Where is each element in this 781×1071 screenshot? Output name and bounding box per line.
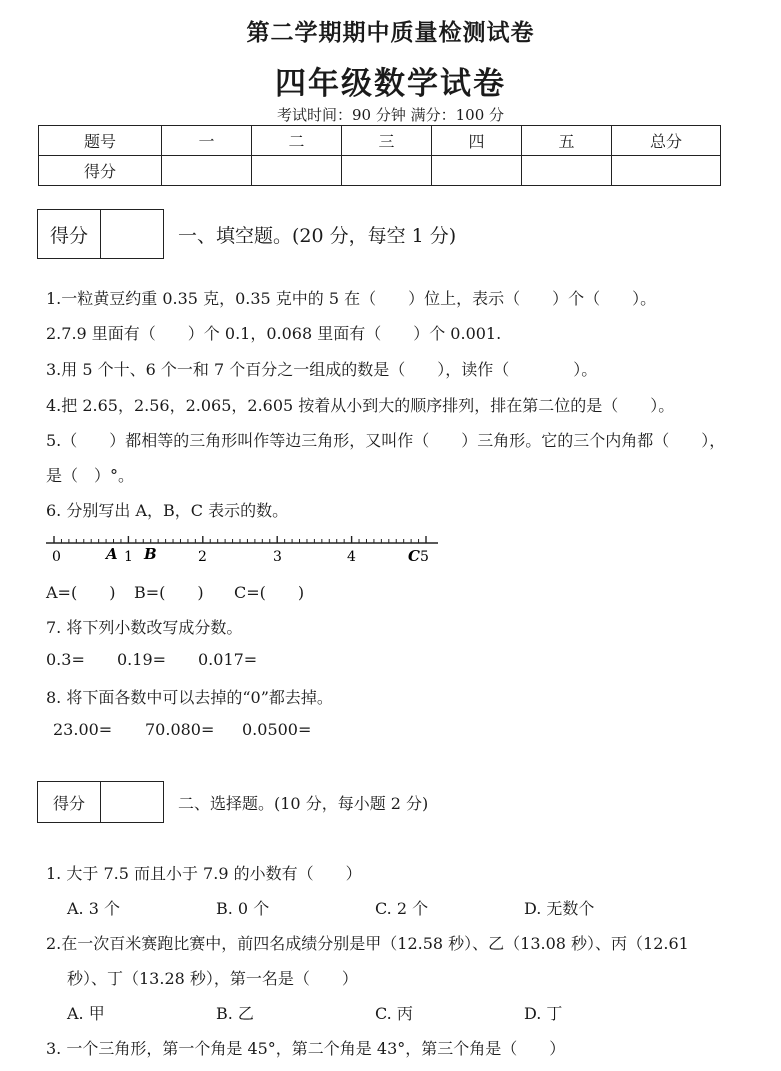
score-blank-cell[interactable]	[612, 156, 721, 186]
s1-q8-item-2: 70.080=	[145, 720, 215, 739]
s1-question-6: 6. 分别写出 A，B，C 表示的数。	[46, 501, 289, 520]
s2-q1-option-c: C. 2 个	[375, 899, 429, 918]
s1-question-5: 5.（ ）都相等的三角形叫作等边三角形，又叫作（ ）三角形。它的三个内角都（ ），	[46, 431, 726, 450]
s1-question-3: 3.用 5 个十、6 个一和 7 个百分之一组成的数是（ ），读作（ ）。	[46, 360, 598, 379]
number-line-point-b: B	[144, 545, 157, 563]
number-line-label-0: 0	[52, 549, 61, 565]
s2-question-1: 1. 大于 7.5 而且小于 7.9 的小数有（ ）	[46, 864, 362, 883]
score-table	[38, 125, 721, 186]
s2-q2-option-b: B. 乙	[216, 1004, 254, 1023]
score-table-cell: 五	[522, 126, 612, 156]
s2-q2-option-a: A. 甲	[67, 1004, 105, 1023]
s2-question-2-cont: 秒）、丁（13.28 秒），第一名是（ ）	[67, 969, 358, 988]
score-blank-cell[interactable]	[432, 156, 522, 186]
s1-question-1: 1.一粒黄豆约重 0.35 克，0.35 克中的 5 在（ ）位上，表示（ ）个（ ）。	[46, 289, 657, 308]
number-line-point-a: A	[106, 545, 118, 563]
number-line-label-3: 3	[273, 549, 282, 565]
score-blank-cell[interactable]	[162, 156, 252, 186]
number-line-label-2: 2	[198, 549, 207, 565]
score-table-score-row	[39, 156, 721, 186]
exam-info: 考试时间：90 分钟 满分：100 分	[276, 106, 505, 124]
number-line-label-1: 1	[124, 549, 133, 565]
score-table-header-row	[39, 126, 721, 156]
s1-q6-answer-b: B=( )	[134, 583, 204, 602]
score-table-cell: 总分	[612, 126, 721, 156]
s1-question-2: 2.7.9 里面有（ ）个 0.1，0.068 里面有（ ）个 0.001.	[46, 324, 502, 343]
s2-q1-option-b: B. 0 个	[216, 899, 270, 918]
s1-q8-item-1: 23.00=	[53, 720, 113, 739]
s1-q6-answer-a: A=( )	[46, 583, 116, 602]
score-table-cell: 一	[162, 126, 252, 156]
section2-score-label: 得分	[38, 782, 101, 822]
s2-q2-option-c: C. 丙	[375, 1004, 413, 1023]
s1-question-4: 4.把 2.65，2.56，2.065，2.605 按着从小到大的顺序排列，排在第二位的是（ ）。	[46, 396, 675, 415]
section1-score-box	[37, 209, 164, 259]
s1-question-7: 7. 将下列小数改写成分数。	[46, 618, 243, 637]
score-table-row-label: 得分	[39, 156, 162, 186]
s1-question-8: 8. 将下面各数中可以去掉的“0”都去掉。	[46, 688, 333, 707]
s2-q2-option-d: D. 丁	[524, 1004, 563, 1023]
number-line-label-4: 4	[347, 549, 356, 565]
score-table-cell: 题号	[39, 126, 162, 156]
exam-title: 第二学期期中质量检测试卷	[246, 19, 535, 46]
number-line-point-c: C	[408, 547, 420, 565]
section1-score-label: 得分	[38, 210, 101, 258]
s2-question-2: 2.在一次百米赛跑比赛中，前四名成绩分别是甲（12.58 秒）、乙（13.08 秒）、丙（12.61	[46, 934, 689, 953]
s1-q7-item-3: 0.017=	[198, 650, 258, 669]
s1-q6-answer-c: C=( )	[234, 583, 305, 602]
number-line-label-5: 5	[420, 549, 429, 565]
number-line	[40, 533, 450, 573]
section2-score-box	[37, 781, 164, 823]
section1-score-blank[interactable]	[101, 210, 163, 258]
s1-q8-item-3: 0.0500=	[242, 720, 312, 739]
subject-title: 四年级数学试卷	[275, 66, 506, 102]
score-table-cell: 二	[252, 126, 342, 156]
section2-heading: 二、选择题。(10 分，每小题 2 分)	[178, 794, 429, 813]
score-table-cell: 四	[432, 126, 522, 156]
score-blank-cell[interactable]	[522, 156, 612, 186]
s1-q7-item-2: 0.19=	[117, 650, 167, 669]
section1-heading: 一、填空题。(20 分，每空 1 分)	[178, 225, 457, 247]
s2-q1-option-d: D. 无数个	[524, 899, 595, 918]
s2-q1-option-a: A. 3 个	[67, 899, 120, 918]
section2-score-blank[interactable]	[101, 782, 163, 822]
s1-question-5-cont: 是（ ）°。	[46, 466, 135, 485]
s2-question-3: 3. 一个三角形，第一个角是 45°，第二个角是 43°，第三个角是（ ）	[46, 1039, 566, 1058]
score-table-cell: 三	[342, 126, 432, 156]
score-blank-cell[interactable]	[342, 156, 432, 186]
s1-q7-item-1: 0.3=	[46, 650, 85, 669]
score-blank-cell[interactable]	[252, 156, 342, 186]
